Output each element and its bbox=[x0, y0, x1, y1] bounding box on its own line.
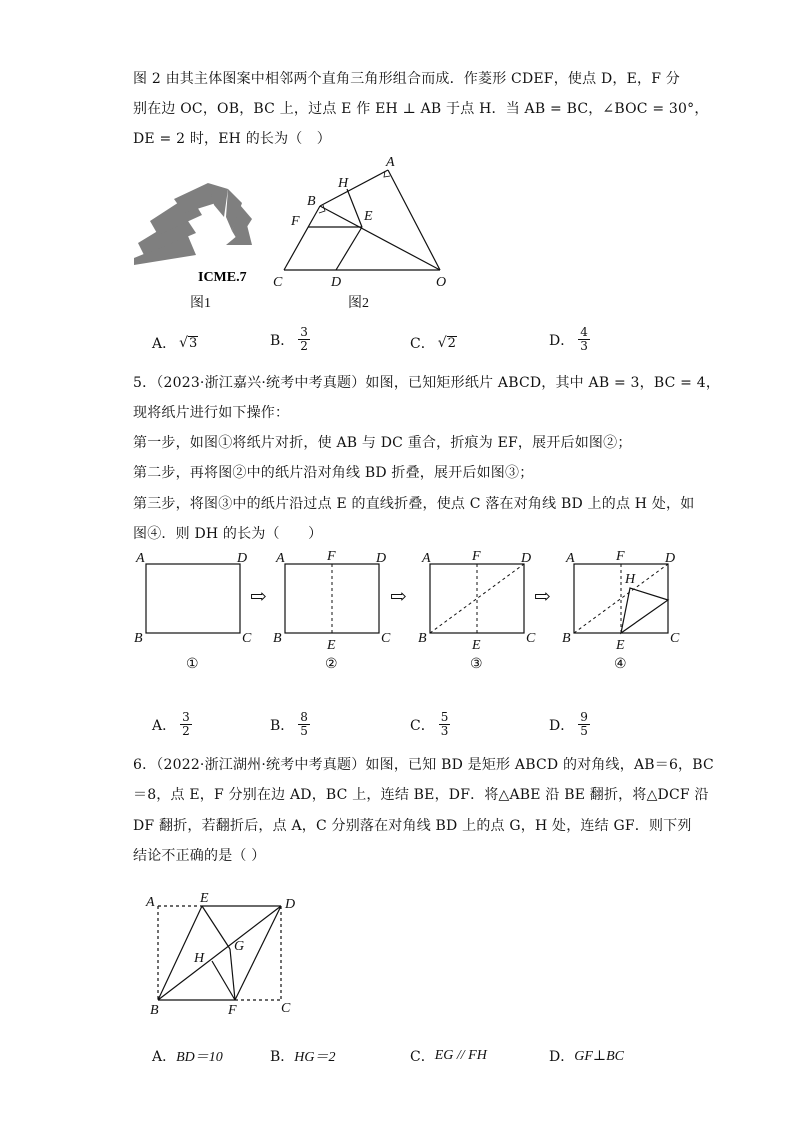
q4-text-line-1: 图 2 由其主体图案中相邻两个直角三角形组合而成．作菱形 CDEF，使点 D，E，F 分 bbox=[133, 71, 680, 87]
q5-option-d-label: D． bbox=[549, 717, 575, 734]
q6-option-b-text: HG＝2 bbox=[294, 1050, 336, 1065]
q5-option-a-denominator: 2 bbox=[182, 724, 190, 738]
sqrt-expression: √ 2 bbox=[437, 334, 456, 351]
q6-text-line-2: ＝8，点 E，F 分别在边 AD，BC 上，连结 BE，DF．将△ABE 沿 BE 翻折，将△DCF 沿 bbox=[133, 787, 709, 803]
edge-EG bbox=[202, 906, 230, 949]
fig4-label-B: B bbox=[562, 631, 571, 646]
q6-text-line-4: 结论不正确的是（ ） bbox=[133, 848, 266, 864]
point-label-C: C bbox=[281, 1001, 291, 1016]
fig2-caption: 图2 bbox=[348, 296, 369, 311]
q5-figure-1 bbox=[134, 551, 252, 672]
fig3-label-C: C bbox=[526, 631, 536, 646]
fig1-caption: ① bbox=[186, 657, 199, 672]
point-label-O: O bbox=[436, 275, 447, 290]
q5-figure-2 bbox=[273, 549, 391, 672]
q6-text-line-1: 6．（2022·浙江湖州·统考中考真题）如图，已知 BD 是矩形 ABCD 的对角线，AB＝6，BC bbox=[133, 757, 714, 773]
q5-option-b-denominator: 5 bbox=[300, 724, 308, 738]
q5-option-d[interactable] bbox=[549, 711, 590, 738]
q6-option-d-label: D． bbox=[549, 1049, 575, 1065]
q5-option-b-numerator: 8 bbox=[300, 710, 308, 724]
q5-text-line-3: 第一步，如图①将纸片对折，使 AB 与 DC 重合，折痕为 EF，展开后如图②； bbox=[133, 435, 632, 451]
fig3-label-F: F bbox=[472, 549, 481, 564]
q4-option-d[interactable] bbox=[549, 326, 590, 353]
point-label-D: D bbox=[285, 897, 296, 912]
fraction bbox=[180, 711, 192, 738]
q6-option-c-label: C． bbox=[410, 1049, 435, 1065]
point-label-H: H bbox=[194, 951, 205, 966]
fig3-label-E: E bbox=[472, 638, 481, 653]
q6-option-d-text: GF⊥BC bbox=[574, 1048, 624, 1064]
fig3-label-A: A bbox=[422, 551, 431, 566]
fig1-label-D: D bbox=[237, 551, 248, 566]
q4-option-b-denominator: 2 bbox=[300, 339, 308, 353]
q5-option-d-denominator: 5 bbox=[580, 724, 588, 738]
fraction bbox=[578, 711, 590, 738]
fig2-label-D: D bbox=[376, 551, 387, 566]
fig1-label-C: C bbox=[242, 631, 252, 646]
q5-text-line-1: 5．（2023·浙江嘉兴·统考中考真题）如图，已知矩形纸片 ABCD，其中 AB = 3，BC = 4， bbox=[133, 375, 721, 391]
fraction bbox=[298, 326, 310, 353]
q4-option-d-denominator: 3 bbox=[580, 339, 588, 353]
q5-option-c-denominator: 3 bbox=[440, 724, 449, 738]
q5-option-b-label: B． bbox=[270, 717, 295, 734]
q4-figure-2 bbox=[268, 150, 468, 315]
fig2-caption: ② bbox=[325, 657, 338, 672]
q6-option-a-label: A． bbox=[152, 1049, 177, 1065]
fig3-caption: ③ bbox=[470, 657, 483, 672]
edge-ED bbox=[336, 227, 362, 270]
q4-text-line-2: 别在边 OC，OB，BC 上，过点 E 作 EH ⊥ AB 于点 H．当 AB = BC，∠BOC = 30°， bbox=[133, 101, 709, 117]
point-label-E: E bbox=[200, 891, 209, 906]
q5-option-a-numerator: 3 bbox=[182, 710, 190, 724]
q4-option-d-label: D． bbox=[549, 332, 575, 349]
fig2-label-F: F bbox=[327, 549, 336, 564]
q4-option-c[interactable] bbox=[410, 333, 457, 353]
q5-option-b[interactable] bbox=[270, 711, 310, 738]
arrow-icon: ⇨ bbox=[534, 586, 551, 608]
q4-option-a-radicand: 3 bbox=[189, 335, 198, 351]
point-label-F: F bbox=[228, 1003, 237, 1018]
q6-option-d[interactable] bbox=[549, 1046, 624, 1066]
fraction bbox=[578, 326, 590, 353]
edge-AB bbox=[320, 170, 388, 206]
q6-option-c[interactable] bbox=[410, 1046, 487, 1066]
q5-text-line-6: 图④．则 DH 的长为（ ） bbox=[133, 526, 323, 542]
fraction bbox=[298, 711, 310, 738]
q5-option-c-numerator: 5 bbox=[440, 710, 449, 724]
point-label-D: D bbox=[331, 275, 342, 290]
arrow-icon: ⇨ bbox=[390, 586, 407, 608]
q4-text-line-3: DE = 2 时，EH 的长为（ ） bbox=[133, 131, 331, 147]
fig4-label-H: H bbox=[625, 572, 636, 587]
q4-option-b[interactable] bbox=[270, 326, 310, 353]
point-label-F: F bbox=[291, 214, 300, 229]
fig1-label-A: A bbox=[136, 551, 145, 566]
arrow-icon: ⇨ bbox=[250, 586, 267, 608]
q4-option-a[interactable] bbox=[152, 333, 198, 353]
q6-option-b-label: B． bbox=[270, 1049, 295, 1065]
icme-logo-text: ICME.7 bbox=[198, 270, 247, 285]
q4-option-a-label: A． bbox=[152, 336, 177, 352]
q5-option-d-numerator: 9 bbox=[580, 710, 588, 724]
q5-figure-3 bbox=[418, 549, 536, 672]
q6-figure bbox=[140, 888, 300, 1023]
q5-text-line-2: 现将纸片进行如下操作： bbox=[133, 405, 290, 421]
point-label-A: A bbox=[146, 895, 155, 910]
q5-option-a-label: A． bbox=[152, 717, 177, 734]
q5-figure-4 bbox=[562, 549, 680, 672]
point-label-A: A bbox=[386, 155, 395, 170]
point-label-B: B bbox=[307, 194, 316, 209]
q5-text-line-5: 第三步，将图③中的纸片沿过点 E 的直线折叠，使点 C 落在对角线 BD 上的点 H 处，如 bbox=[133, 496, 695, 512]
point-label-C: C bbox=[273, 275, 283, 290]
fig1-label-B: B bbox=[134, 631, 143, 646]
point-label-E: E bbox=[364, 209, 373, 224]
icme-fan-graphic bbox=[134, 183, 252, 265]
point-label-H: H bbox=[338, 176, 349, 191]
fig1-caption: 图1 bbox=[190, 296, 211, 311]
q4-option-b-label: B． bbox=[270, 332, 295, 349]
sqrt-expression: √ 3 bbox=[179, 334, 198, 351]
q4-figure-1 bbox=[128, 175, 263, 315]
fraction bbox=[439, 711, 451, 738]
q5-figures bbox=[130, 548, 690, 676]
point-label-B: B bbox=[150, 1003, 159, 1018]
fig4-label-F: F bbox=[616, 549, 625, 564]
fig2-label-B: B bbox=[273, 631, 282, 646]
q5-text-line-4: 第二步，再将图②中的纸片沿对角线 BD 折叠，展开后如图③； bbox=[133, 465, 534, 481]
q5-option-c-label: C． bbox=[410, 717, 435, 734]
fig4-caption: ④ bbox=[614, 657, 627, 672]
edge-AO bbox=[388, 170, 440, 270]
fig4-label-C: C bbox=[670, 631, 680, 646]
q6-option-c-text: EG // FH bbox=[434, 1048, 487, 1063]
edge-BD bbox=[158, 906, 281, 1000]
point-label-G: G bbox=[234, 939, 245, 954]
edge-BC bbox=[284, 206, 320, 270]
fig4-label-A: A bbox=[566, 551, 575, 566]
q6-option-b[interactable] bbox=[270, 1046, 336, 1066]
fig2-label-A: A bbox=[276, 551, 285, 566]
q4-option-b-numerator: 3 bbox=[300, 325, 308, 339]
q6-option-a[interactable] bbox=[152, 1046, 223, 1066]
fig2-label-C: C bbox=[381, 631, 391, 646]
fig4-label-E: E bbox=[616, 638, 625, 653]
q4-option-c-radicand: 2 bbox=[447, 335, 456, 351]
q6-text-line-3: DF 翻折，若翻折后，点 A，C 分别落在对角线 BD 上的点 G，H 处，连结 GF．则下列 bbox=[133, 818, 692, 834]
q5-option-a[interactable] bbox=[152, 711, 192, 738]
q4-option-d-numerator: 4 bbox=[580, 325, 588, 339]
q6-option-a-text: BD＝10 bbox=[176, 1050, 223, 1065]
fig4-label-D: D bbox=[665, 551, 676, 566]
q5-option-c[interactable] bbox=[410, 711, 450, 738]
fig3-label-D: D bbox=[521, 551, 532, 566]
edge-BO bbox=[320, 206, 440, 270]
fig3-label-B: B bbox=[418, 631, 427, 646]
fig2-label-E: E bbox=[327, 638, 336, 653]
q4-option-c-label: C． bbox=[410, 336, 435, 352]
